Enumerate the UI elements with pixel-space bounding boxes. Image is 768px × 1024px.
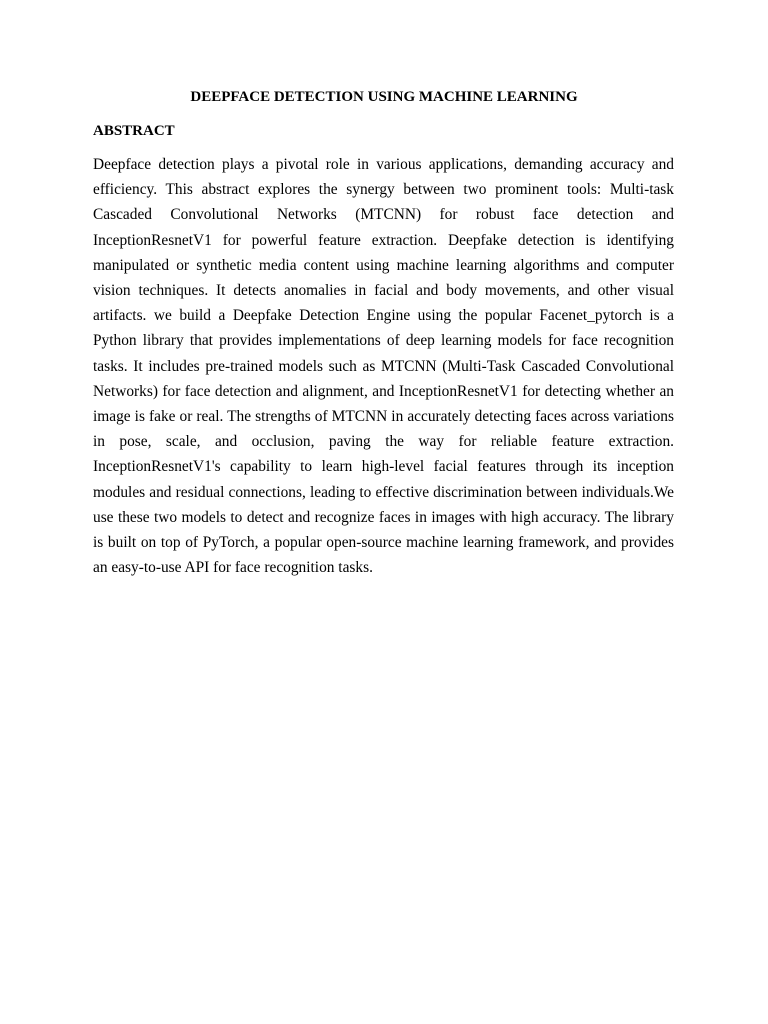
abstract-paragraph: Deepface detection plays a pivotal role in various applications, demanding accuracy and efficiency. This abstract explores the synergy between two prominent tools: Multi-task Cascaded Convolutional Networks (MTCNN) for robust face detection and InceptionResnetV1 for powerful feature extraction. Deepfake detection is identifying manipulated or synthetic media content using machine learning algorithms and computer vision techniques. It detects anomalies in facial and body movements, and other visual artifacts. we build a Deepfake Detection Engine using the popular Facenet_pytorch is a Python library that provides implementations of deep learning models for face recognition tasks. It includes pre-trained models such as MTCNN (Multi-Task Cascaded Convolutional Networks) for face detection and alignment, and InceptionResnetV1 for detecting whether an image is fake or real. The strengths of MTCNN in accurately detecting faces across variations in pose, scale, and occlusion, paving the way for reliable feature extraction. InceptionResnetV1's capability to learn high-level facial features through its inception modules and residual connections, leading to effective discrimination between individuals.We use these two models to detect and recognize faces in images with high accuracy. The library is built on top of PyTorch, a popular open-source machine learning framework, and provides an easy-to-use API for face recognition tasks. bbox=[93, 156, 674, 577]
abstract-heading: ABSTRACT bbox=[93, 123, 175, 139]
document-title: DEEPFACE DETECTION USING MACHINE LEARNING bbox=[190, 89, 578, 105]
